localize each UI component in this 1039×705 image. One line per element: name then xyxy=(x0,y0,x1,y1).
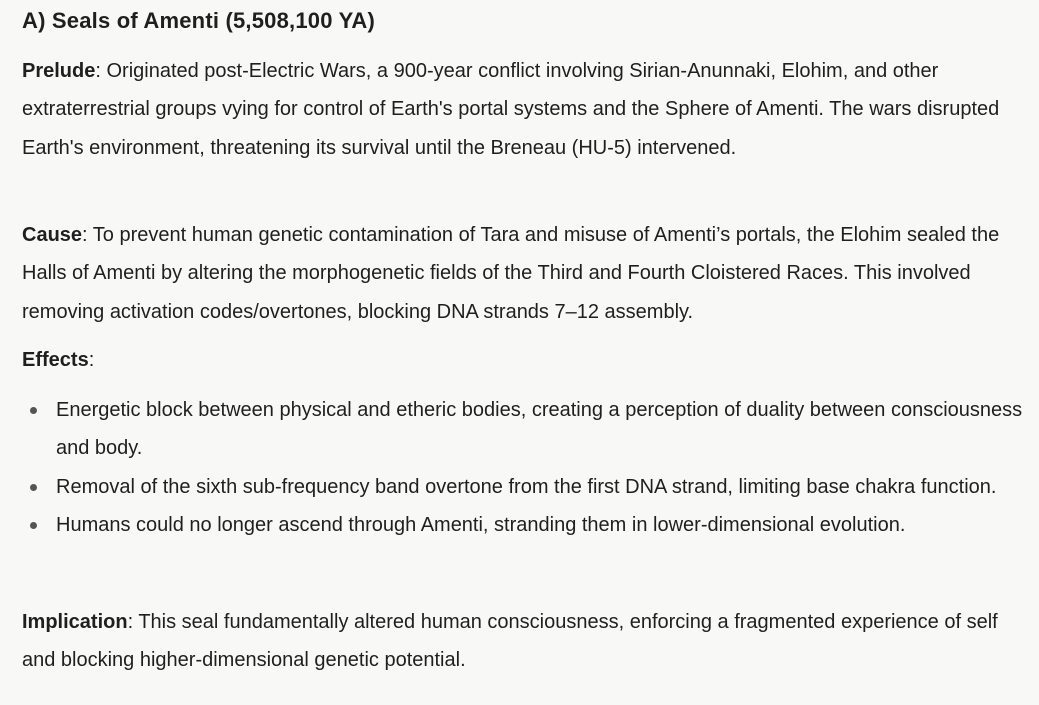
bullet-icon xyxy=(30,522,37,529)
cause-text: : To prevent human genetic contamination of Tara and misuse of Amenti’s portals, the Elohim sealed the Halls of Amenti by altering the morphogenetic fields of the Third and Fourth Cloistered Races. This involved removing activation codes/overtones, blocking DNA strands 7–12 assembly. xyxy=(22,224,1000,323)
implication-paragraph xyxy=(22,603,1022,680)
implication-text: : This seal fundamentally altered human consciousness, enforcing a fragmented experience of self and blocking higher-dimensional genetic potential. xyxy=(22,611,998,672)
effects-list-item xyxy=(22,468,1032,506)
effects-item-text: Humans could no longer ascend through Amenti, stranding them in lower-dimensional evolution. xyxy=(56,513,906,536)
effects-item-text: Removal of the sixth sub-frequency band overtone from the first DNA strand, limiting base chakra function. xyxy=(56,475,997,498)
cause-label: Cause xyxy=(22,224,83,246)
prelude-text: : Originated post-Electric Wars, a 900-year conflict involving Sirian-Anunnaki, Elohim, and other extraterrestrial groups vying for control of Earth's portal systems and the Sphere of Amenti. The wars disrupted Earth's environment, threatening its survival until the Breneau (HU-5) intervened. xyxy=(22,60,1000,159)
effects-list-item xyxy=(22,391,1032,468)
effects-item-text: Energetic block between physical and etheric bodies, creating a perception of duality between consciousness and body. xyxy=(56,399,1023,460)
implication-label: Implication xyxy=(22,611,128,633)
effects-list-item xyxy=(22,506,1032,544)
cause-paragraph xyxy=(22,216,1022,331)
effects-colon: : xyxy=(88,349,95,371)
bullet-icon xyxy=(30,407,37,414)
section-heading: A) Seals of Amenti (5,508,100 YA) xyxy=(22,8,376,33)
effects-heading xyxy=(22,341,1022,379)
prelude-label: Prelude xyxy=(22,60,96,82)
prelude-paragraph xyxy=(22,52,1022,167)
effects-list xyxy=(22,391,1032,544)
effects-label: Effects xyxy=(22,349,89,371)
bullet-icon xyxy=(30,484,37,491)
